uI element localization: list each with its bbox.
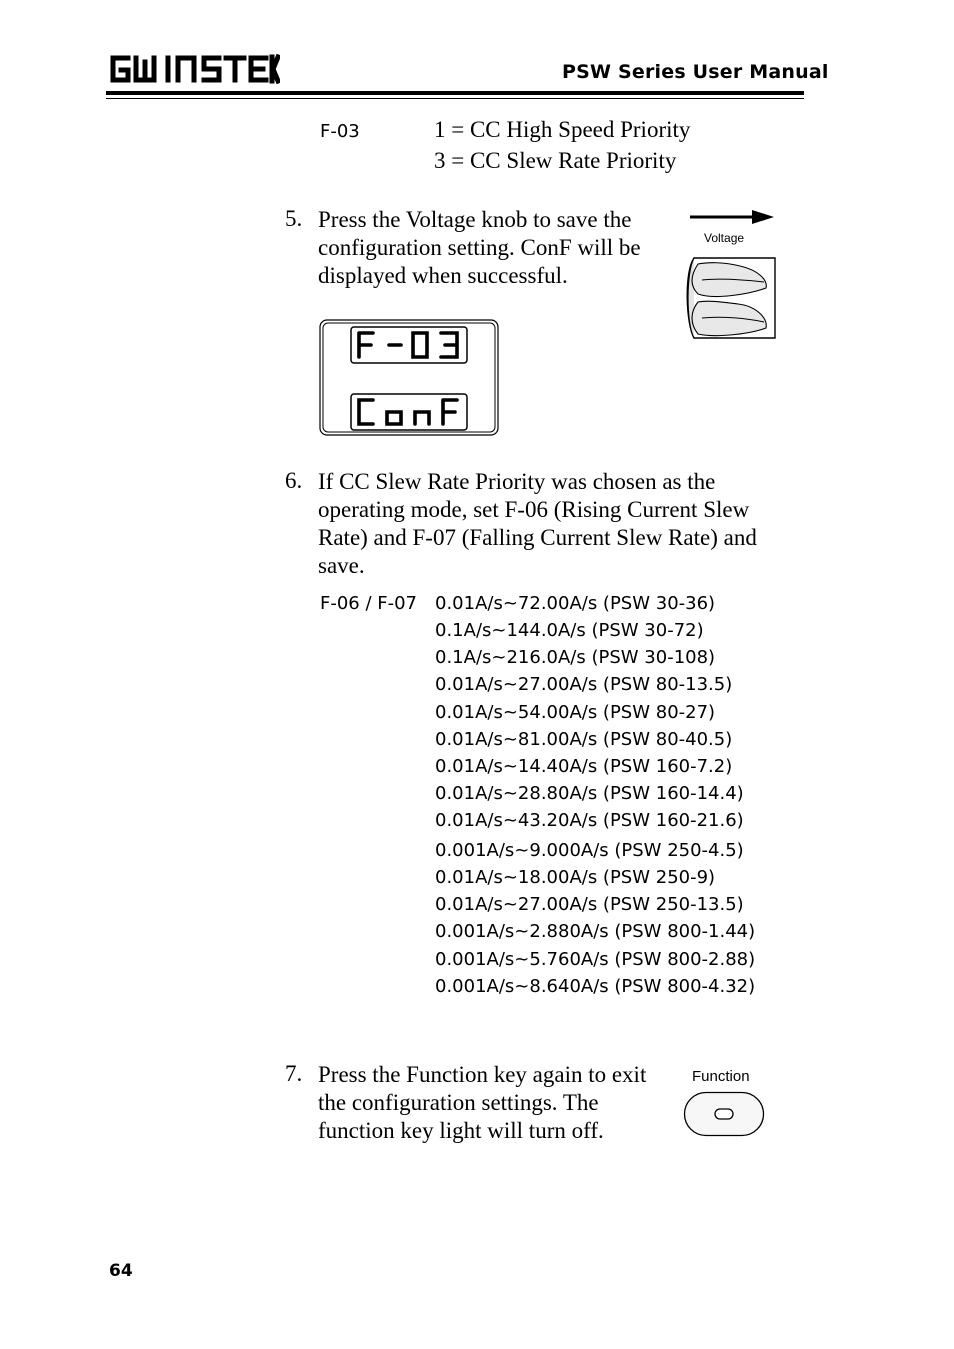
gw-instek-logo [108, 52, 280, 86]
f06-f07-code: F-06 / F-07 [320, 593, 418, 614]
step-5-line: configuration setting. ConF will be [318, 235, 641, 260]
step-6-line: save. [318, 553, 365, 578]
slew-rate-item: 0.01A/s~81.00A/s (PSW 80-40.5) [435, 729, 733, 750]
step-6-line: Rate) and F-07 (Falling Current Slew Rate) and [318, 525, 757, 550]
manual-title: PSW Series User Manual [562, 61, 829, 83]
step-7-line: function key light will turn off. [318, 1118, 604, 1143]
step-5-line: Press the Voltage knob to save the [318, 207, 632, 232]
slew-rate-item: 0.01A/s~18.00A/s (PSW 250-9) [435, 867, 716, 888]
slew-rate-item: 0.01A/s~14.40A/s (PSW 160-7.2) [435, 756, 733, 777]
slew-rate-item: 0.001A/s~5.760A/s (PSW 800-2.88) [435, 949, 756, 970]
step-7-number: 7. [285, 1061, 303, 1086]
step-5-number: 5. [285, 206, 303, 231]
slew-rate-item: 0.01A/s~27.00A/s (PSW 250-13.5) [435, 894, 744, 915]
step-7-text [318, 1061, 646, 1145]
right-arrow-icon [688, 207, 776, 227]
slew-rate-item: 0.01A/s~72.00A/s (PSW 30-36) [435, 593, 716, 614]
header-rule [106, 91, 804, 95]
f03-option-1: 1 = CC High Speed Priority [434, 117, 691, 142]
page-number: 64 [109, 1261, 133, 1281]
step-5-text [318, 206, 641, 290]
slew-rate-item: 0.001A/s~8.640A/s (PSW 800-4.32) [435, 976, 756, 997]
slew-rate-item: 0.01A/s~43.20A/s (PSW 160-21.6) [435, 810, 744, 831]
step-7-line: Press the Function key again to exit [318, 1062, 647, 1087]
slew-rate-item: 0.1A/s~216.0A/s (PSW 30-108) [435, 647, 716, 668]
slew-rate-item: 0.1A/s~144.0A/s (PSW 30-72) [435, 620, 704, 641]
step-6-number: 6. [285, 468, 303, 493]
voltage-knob-label: Voltage [704, 231, 745, 245]
step-5-line: displayed when successful. [318, 263, 568, 288]
seven-segment-display [319, 319, 499, 436]
header-rule-thin [106, 98, 804, 99]
step-6-line: operating mode, set F-06 (Rising Current Slew [318, 497, 750, 522]
step-6-text [318, 468, 757, 580]
voltage-knob-icon[interactable] [680, 254, 778, 342]
slew-rate-item: 0.001A/s~2.880A/s (PSW 800-1.44) [435, 921, 756, 942]
slew-rate-item: 0.001A/s~9.000A/s (PSW 250-4.5) [435, 840, 744, 861]
slew-rate-item: 0.01A/s~27.00A/s (PSW 80-13.5) [435, 674, 733, 695]
function-key-label: Function [692, 1068, 750, 1085]
step-6-line: If CC Slew Rate Priority was chosen as the [318, 469, 716, 494]
f03-option-3: 3 = CC Slew Rate Priority [434, 148, 677, 173]
slew-rate-item: 0.01A/s~54.00A/s (PSW 80-27) [435, 702, 716, 723]
f03-code: F-03 [320, 121, 360, 142]
function-key-icon[interactable] [683, 1091, 765, 1137]
step-7-line: the configuration settings. The [318, 1090, 599, 1115]
slew-rate-item: 0.01A/s~28.80A/s (PSW 160-14.4) [435, 783, 744, 804]
